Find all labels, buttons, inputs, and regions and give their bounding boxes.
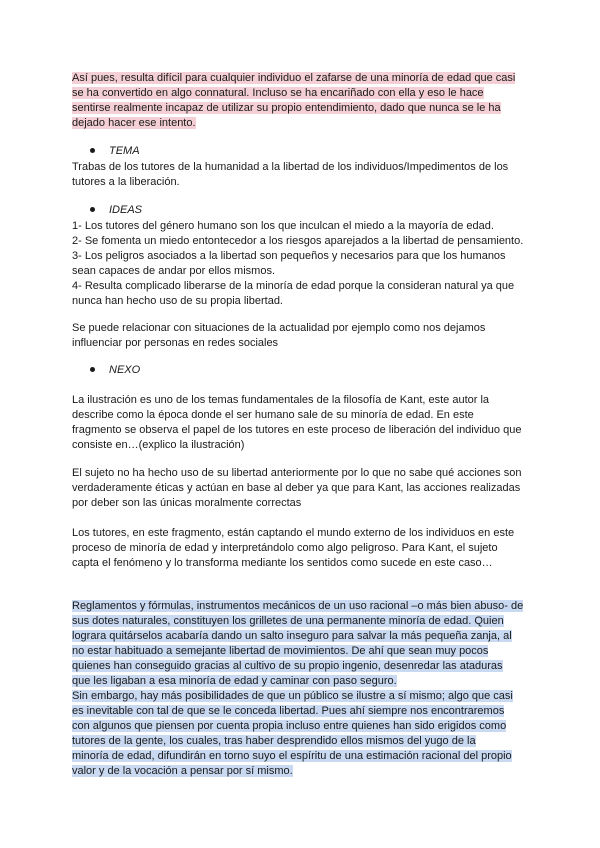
tema-heading: TEMA [109, 145, 140, 157]
quote-line: es inevitable con tal de que se le conceda libertad. Pues ahí siempre nos encontraremos [72, 705, 505, 717]
ideas-heading: IDEAS [109, 204, 143, 216]
nexo-bullet [90, 363, 140, 378]
nexo-line: verdaderamente éticas y actúan en base al deber ya que para Kant, las acciones realizadas [72, 482, 521, 494]
nexo-heading: NEXO [109, 364, 141, 376]
nexo-line: La ilustración es uno de los temas fundamentales de la filosofía de Kant, este autor la [72, 394, 490, 406]
idea-line: 2- Se fomenta un miedo entontecedor a los riesgos aparejados a la libertad de pensamiento. [72, 235, 524, 247]
nexo-line: proceso de minoría de edad y interpretándolo como algo peligroso. Para Kant, el sujeto [72, 542, 498, 554]
idea-line: sean capaces de andar por ellos mismos. [72, 265, 275, 277]
quote-line: tutores de la gente, los cuales, tras haber desprendido ellos mismos del yugo de la [72, 735, 476, 747]
bullet-icon [90, 207, 95, 212]
quote-line: minoría de edad, difundirán en torno suyo el espíritu de una estimación racional del propio [72, 750, 512, 762]
quote-line: valor y de la vocación a pensar por sí mismo. [72, 765, 293, 777]
tema-line: tutores a la liberación. [72, 176, 180, 188]
quote-line: quienes han conseguido gracias al cultivo de su propio ingenio, desenredar las ataduras [72, 660, 503, 672]
intro-line: dejado hacer ese intento. [72, 117, 196, 129]
idea-line: nunca han hecho uso de su propia libertad. [72, 295, 283, 307]
bullet-icon [90, 148, 95, 153]
idea-line: 3- Los peligros asociados a la libertad son pequeños y necesarios para que los humanos [72, 250, 506, 262]
nexo-line: describe como la época donde el ser humano sale de su minoría de edad. En este [72, 409, 474, 421]
nexo-line: Los tutores, en este fragmento, están captando el mundo externo de los individuos en este [72, 527, 515, 539]
bullet-icon [90, 367, 95, 372]
nexo-line: capta el fenómeno y lo transforma mediante los sentidos como sucede en este caso… [72, 557, 493, 569]
quote-line: Reglamentos y fórmulas, instrumentos mecánicos de un uso racional –o más bien abuso- de [72, 600, 524, 612]
intro-line: se ha convertido en algo connatural. Incluso se ha encariñado con ella y eso le hace [72, 87, 484, 99]
nexo-line: consiste en…(explico la ilustración) [72, 439, 245, 451]
relation-line: influenciar por personas en redes sociales [72, 337, 279, 349]
ideas-bullet [90, 203, 142, 218]
quote-line: que les ligaban a esa minoría de edad y caminar con paso seguro. [72, 675, 397, 687]
quote-line: lograra quitárselos acabaría dando un salto inseguro para salvar la más pequeña zanja, al [72, 630, 512, 642]
quote-line: no estar habituado a semejante libertad de movimientos. De ahí que sean muy pocos [72, 645, 489, 657]
tema-line: Trabas de los tutores de la humanidad a la libertad de los individuos/Impedimentos de los [72, 161, 509, 173]
idea-line: 1- Los tutores del género humano son los que inculcan el miedo a la mayoría de edad. [72, 220, 494, 232]
quote-line: con algunos que piensen por cuenta propia incluso entre quienes han sido erigidos como [72, 720, 507, 732]
tema-bullet [90, 144, 140, 159]
relation-line: Se puede relacionar con situaciones de la actualidad por ejemplo como nos dejamos [72, 322, 486, 334]
idea-line: 4- Resulta complicado liberarse de la minoría de edad porque la consideran natural ya que [72, 280, 515, 292]
nexo-line: El sujeto no ha hecho uso de su libertad anteriormente por lo que no sabe qué acciones son [72, 467, 522, 479]
intro-line: Así pues, resulta difícil para cualquier individuo el zafarse de una minoría de edad que casi [72, 72, 516, 84]
quote-line: sus dotes naturales, constituyen los grilletes de una permanente minoría de edad. Quien [72, 615, 504, 627]
nexo-line: por deber son las únicas moralmente correctas [72, 497, 302, 509]
quote-line: Sin embargo, hay más posibilidades de que un público se ilustre a sí mismo; algo que casi [72, 690, 513, 702]
nexo-line: fragmento se observa el papel de los tutores en este proceso de liberación del individuo que [72, 424, 522, 436]
intro-line: sentirse realmente incapaz de utilizar su propio entendimiento, dado que nunca se le ha [72, 102, 501, 114]
